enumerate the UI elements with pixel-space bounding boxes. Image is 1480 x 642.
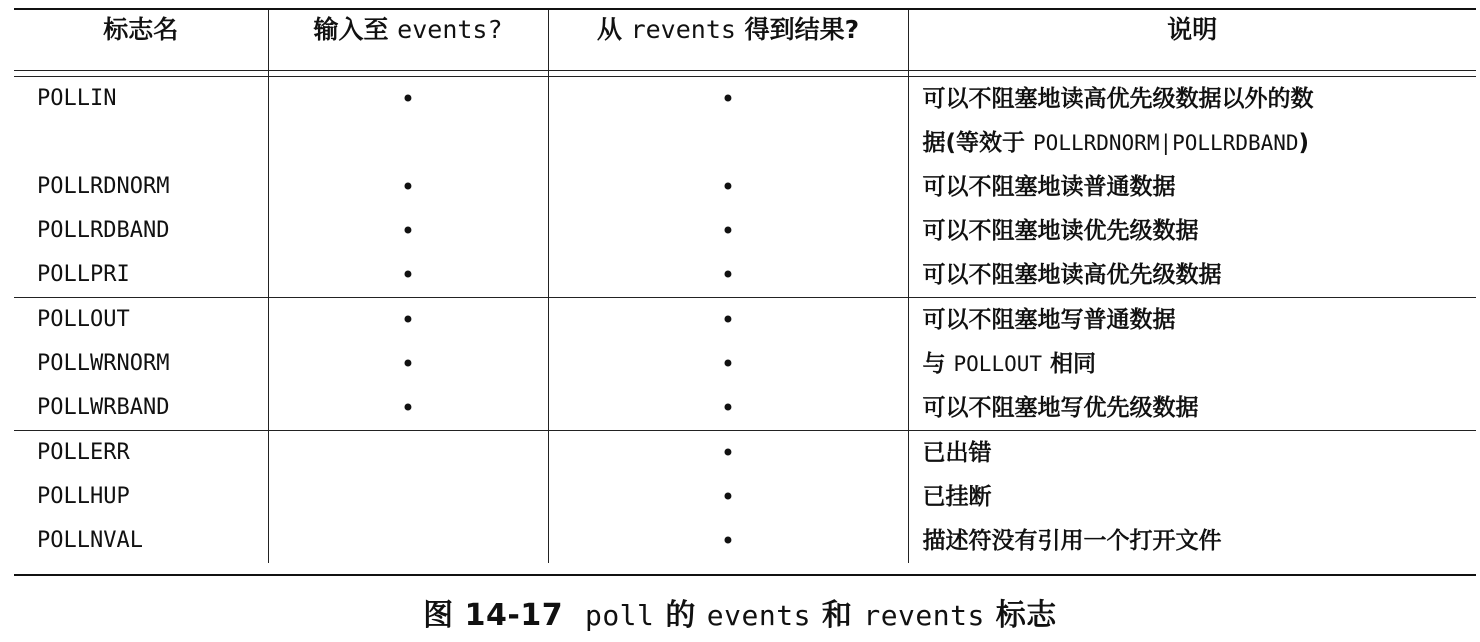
flag-name: POLLRDBAND — [14, 209, 268, 253]
description-line-1: 可以不阻塞地读高优先级数据以外的数 — [922, 86, 1314, 112]
flag-name: POLLIN — [14, 77, 268, 166]
input-to-events-mark — [268, 475, 548, 519]
table-header-row — [14, 10, 1476, 71]
header-result-from-revents — [548, 10, 908, 71]
caption-text-he: 和 — [810, 598, 864, 633]
result-from-revents-mark: • — [548, 209, 908, 253]
caption-code-poll: poll — [584, 599, 655, 632]
flag-name: POLLERR — [14, 431, 268, 476]
description-code: POLLOUT — [953, 352, 1043, 376]
header-result-suffix: 得到结果? — [735, 15, 860, 44]
poll-flags-table-frame — [14, 8, 1476, 576]
table-row — [14, 165, 1476, 209]
table-body — [14, 71, 1476, 564]
flag-description: 描述符没有引用一个打开文件 — [922, 528, 1222, 554]
table-row — [14, 342, 1476, 386]
description-line-2-prefix: 据(等效于 — [922, 130, 1034, 156]
caption-figure-number: 图 14-17 — [423, 598, 564, 633]
flag-description: 可以不阻塞地写普通数据 — [922, 307, 1176, 333]
caption-code-revents: revents — [863, 599, 985, 632]
input-to-events-mark: • — [268, 253, 548, 298]
input-to-events-mark — [268, 519, 548, 563]
result-from-revents-mark: • — [548, 253, 908, 298]
header-flag-name: 标志名 — [14, 10, 268, 71]
input-to-events-mark: • — [268, 77, 548, 166]
header-input-to-events — [268, 10, 548, 71]
header-description: 说明 — [908, 10, 1476, 71]
flag-description — [908, 77, 1476, 166]
description-line-2-suffix: ) — [1298, 130, 1310, 156]
flag-name: POLLRDNORM — [14, 165, 268, 209]
flag-description: 已出错 — [922, 440, 992, 466]
flag-name: POLLHUP — [14, 475, 268, 519]
flag-description: 可以不阻塞地读普通数据 — [922, 174, 1176, 200]
description-line-2-code: POLLRDNORM|POLLRDBAND — [1033, 131, 1299, 155]
table-row — [14, 519, 1476, 563]
flag-name: POLLWRBAND — [14, 386, 268, 431]
description-line-2 — [923, 121, 1477, 165]
caption-text-de: 的 — [654, 598, 707, 633]
header-input-to-events-prefix: 输入至 — [313, 15, 398, 44]
table-row — [14, 475, 1476, 519]
input-to-events-mark — [268, 431, 548, 476]
table-row — [14, 431, 1476, 476]
flag-name: POLLPRI — [14, 253, 268, 298]
input-to-events-mark: • — [268, 386, 548, 431]
flag-name: POLLNVAL — [14, 519, 268, 563]
result-from-revents-mark: • — [548, 431, 908, 476]
input-to-events-mark: • — [268, 298, 548, 343]
flag-description: 已挂断 — [922, 484, 992, 510]
poll-flags-table — [14, 10, 1476, 563]
flag-description: 可以不阻塞地写优先级数据 — [908, 386, 1476, 431]
header-result-code: revents — [630, 15, 736, 44]
flag-description: 可以不阻塞地读优先级数据 — [922, 218, 1199, 244]
table-row — [14, 298, 1476, 343]
input-to-events-mark: • — [268, 209, 548, 253]
result-from-revents-mark: • — [548, 77, 908, 166]
table-row — [14, 253, 1476, 298]
table-row — [14, 77, 1476, 166]
result-from-revents-mark: • — [548, 475, 908, 519]
header-input-to-events-code: events? — [397, 15, 503, 44]
flag-name: POLLOUT — [14, 298, 268, 343]
result-from-revents-mark: • — [548, 519, 908, 563]
flag-description — [908, 342, 1476, 386]
input-to-events-mark: • — [268, 165, 548, 209]
table-row — [14, 209, 1476, 253]
result-from-revents-mark: • — [548, 298, 908, 343]
header-result-prefix: 从 — [596, 15, 631, 44]
description-suffix: 相同 — [1042, 351, 1097, 377]
figure-caption — [0, 590, 1480, 634]
result-from-revents-mark: • — [548, 386, 908, 431]
caption-code-events: events — [706, 599, 811, 632]
input-to-events-mark: • — [268, 342, 548, 386]
table-row — [14, 386, 1476, 431]
description-prefix: 与 — [922, 351, 954, 377]
flag-description: 可以不阻塞地读高优先级数据 — [908, 253, 1476, 298]
flag-name: POLLWRNORM — [14, 342, 268, 386]
caption-text-flags: 标志 — [984, 598, 1057, 633]
result-from-revents-mark: • — [548, 165, 908, 209]
result-from-revents-mark: • — [548, 342, 908, 386]
